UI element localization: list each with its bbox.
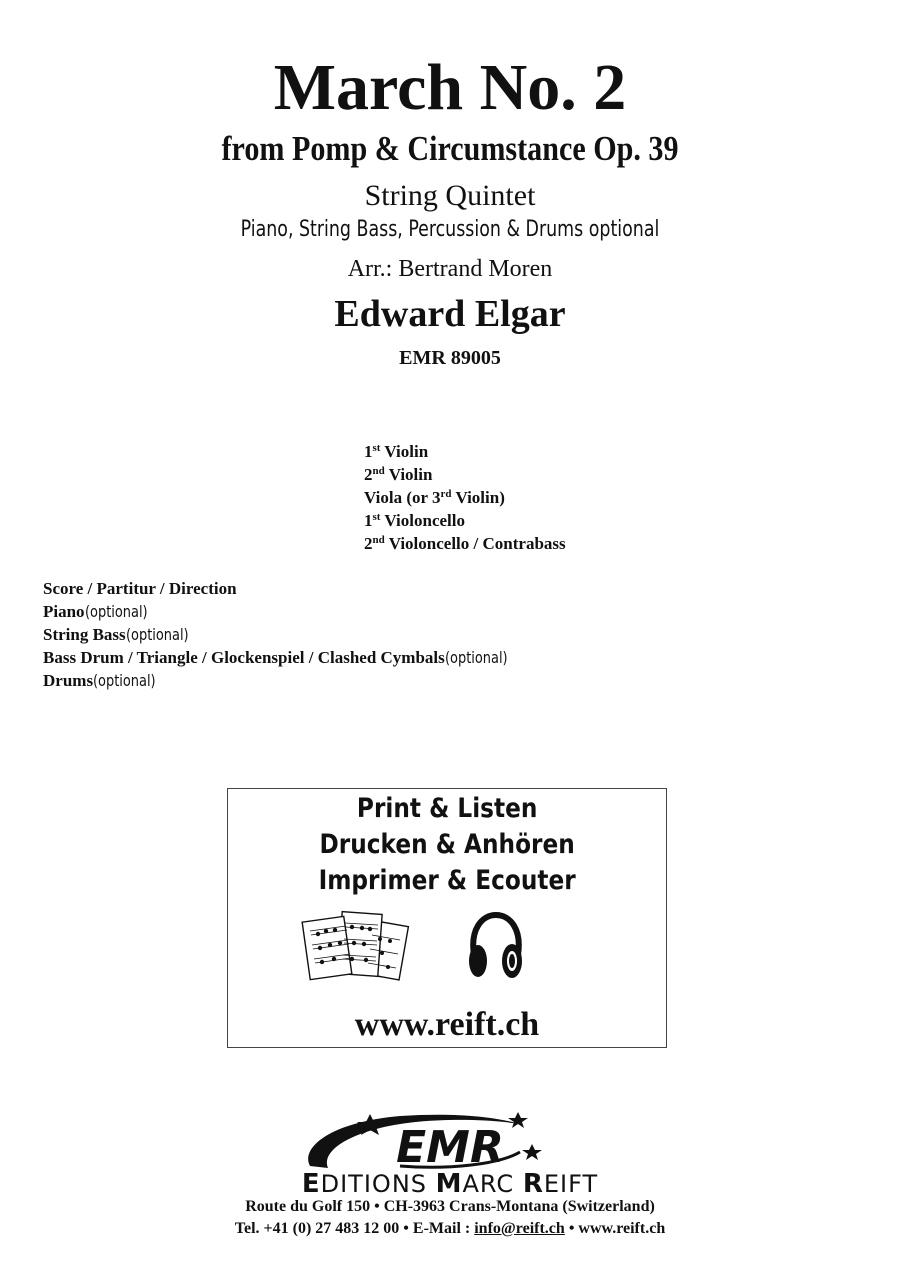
part-item: Viola (or 3rd Violin) [364,488,505,507]
ensemble-label: String Quintet [364,179,536,212]
publisher-contact: Tel. +41 (0) 27 483 12 00 • E-Mail : info@reift.ch • www.reift.ch [234,1220,666,1237]
part-item: 2nd Violin [364,465,433,484]
promo-line-fr: Imprimer & Ecouter [318,865,576,896]
instrumentation-note: Piano, String Bass, Percussion & Drums optional [240,217,660,242]
headphones-icon [466,911,526,983]
part-item: 1st Violoncello [364,511,465,530]
promo-line-en: Print & Listen [356,793,538,824]
print-listen-box [227,788,667,1048]
extra-item: Piano(optional) [43,602,148,621]
publisher-address: Route du Golf 150 • CH-3963 Crans-Montana (Switzerland) [245,1198,655,1215]
piece-subtitle: from Pomp & Circumstance Op. 39 [221,129,679,168]
website-link[interactable]: www.reift.ch [354,1006,540,1043]
piece-title: March No. 2 [273,51,627,124]
part-item: 1st Violin [364,442,429,461]
part-item: 2nd Violoncello / Contrabass [364,534,566,553]
sheet-music-icon [300,909,412,983]
parts-list [364,440,566,555]
email-link[interactable]: info@reift.ch [474,1220,565,1237]
extra-item: Bass Drum / Triangle / Glockenspiel / Clashed Cymbals(optional) [43,648,508,667]
catalog-number: EMR 89005 [399,347,501,369]
composer-name: Edward Elgar [334,293,566,335]
extra-item: Score / Partitur / Direction [43,579,237,598]
extra-item: Drums(optional) [43,671,156,690]
extra-item: String Bass(optional) [43,625,189,644]
promo-line-de: Drucken & Anhören [319,829,575,860]
publisher-name: EDITIONS MARC REIFT [301,1169,599,1199]
arranger-credit: Arr.: Bertrand Moren [347,256,553,282]
logo-text: EMR [396,1122,504,1173]
emr-logo-graphic [250,1108,650,1174]
extras-list [43,577,514,692]
